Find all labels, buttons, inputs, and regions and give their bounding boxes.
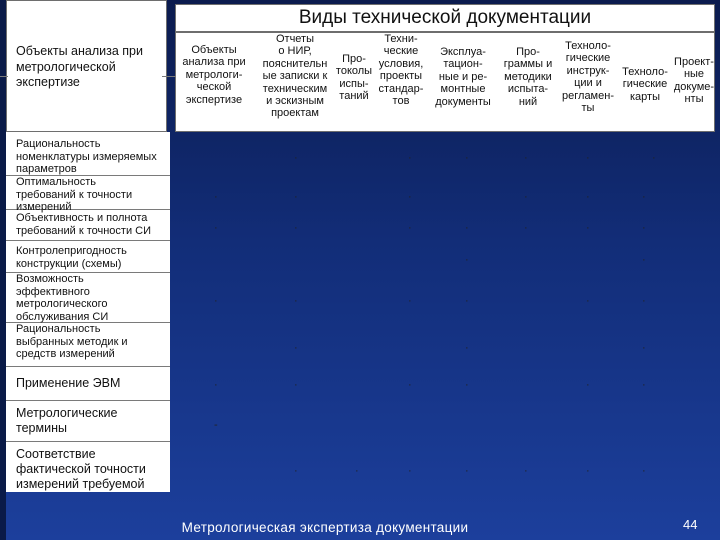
mark-r4-c4: · (465, 295, 469, 307)
mark-r7-c0: - (214, 419, 218, 431)
col-header-protocols: Про- токолы испы- таний (335, 53, 373, 103)
mark-r8-c8: · (642, 465, 646, 477)
footer-title: Метрологическая экспертиза документации (181, 520, 469, 535)
objects-label: Объекты анализа при метрологической экспертизе (16, 44, 143, 89)
mark-r1-c6: · (586, 191, 590, 203)
row-label-maintenance: Возможность эффективного метрологического обслуживания СИ (16, 273, 109, 323)
mark-r2-c6: · (586, 222, 590, 234)
mark-r0-c1: · (294, 152, 298, 164)
mark-r8-c3: · (408, 465, 412, 477)
mark-r0-c5: · (524, 152, 528, 164)
mark-r4-c0: · (214, 295, 218, 307)
mark-r4-c8: · (642, 295, 646, 307)
mark-r6-c6: · (586, 379, 590, 391)
mark-r6-c0: · (214, 379, 218, 391)
mark-r0-c8: · (652, 152, 656, 164)
row-divider (6, 441, 170, 442)
mark-r0-c6: · (586, 152, 590, 164)
col-header-reports: Отчеты о НИР, пояснительн ые записки к техническим и эскизным проектам (262, 33, 328, 120)
row-divider (6, 366, 170, 367)
mark-r0-c3: · (408, 152, 412, 164)
row-label-methods: Рациональность выбранных методик и средств измерений (16, 323, 128, 361)
col-header-tech-conditions: Техни- ческие условия, проекты стандар- тов (378, 33, 424, 108)
table-title: Виды технической документации (298, 7, 592, 28)
page-number: 44 (683, 517, 698, 532)
mark-r8-c6: · (586, 465, 590, 477)
row-label-computers: Применение ЭВМ (16, 376, 121, 390)
row-label-optimality: Оптимальность требований к точности измерений (16, 176, 133, 214)
mark-r1-c3: · (408, 191, 412, 203)
mark-r1-c8: · (642, 191, 646, 203)
row-divider (6, 400, 170, 401)
mark-r3-c8: · (642, 254, 646, 266)
col-header-project-docs: Проект- ные докуме- нты (673, 56, 715, 106)
col-header-tech-instructions: Техноло- гические инструк- ции и регламен- ты (562, 40, 614, 115)
mark-r5-c8: · (642, 342, 646, 354)
mark-r2-c0: · (214, 222, 218, 234)
mark-r6-c3: · (408, 379, 412, 391)
mark-r6-c1: · (294, 379, 298, 391)
mark-r4-c3: · (408, 295, 412, 307)
mark-r1-c5: · (524, 191, 528, 203)
left-tick (0, 76, 8, 77)
mark-r3-c4: · (465, 254, 469, 266)
mark-r2-c4: · (465, 222, 469, 234)
row-label-nomenclature: Рациональность номенклатуры измеряемых параметров (16, 138, 157, 176)
col-header-tech-cards: Техноло- гические карты (622, 66, 668, 103)
mark-r5-c4: · (465, 342, 469, 354)
mark-r2-c3: · (408, 222, 412, 234)
row-label-controllability: Контролепригодность конструкции (схемы) (16, 245, 127, 270)
col-header-operation-docs: Эксплуа- тацион- ные и ре- монтные документы (435, 46, 491, 108)
mark-r0-c4: · (465, 152, 469, 164)
mark-r8-c2: · (355, 465, 359, 477)
mark-r6-c8: · (642, 379, 646, 391)
row-label-terms: Метрологические термины (16, 406, 118, 435)
row-label-objectivity: Объективность и полнота требований к точности СИ (16, 212, 151, 237)
row-divider (6, 240, 170, 241)
mark-r2-c1: · (294, 222, 298, 234)
left-tick-right (162, 76, 176, 77)
mark-r5-c1: · (294, 342, 298, 354)
col-header-test-programs: Про- граммы и методики испыта- ний (503, 46, 553, 108)
mark-r1-c1: · (294, 191, 298, 203)
mark-r2-c5: · (524, 222, 528, 234)
mark-r8-c4: · (465, 465, 469, 477)
mark-r4-c1: · (294, 295, 298, 307)
mark-r4-c6: · (586, 295, 590, 307)
col-header-objects: Объекты анализа при метрологи- ческой экспертизе (182, 44, 246, 106)
mark-r1-c0: · (214, 191, 218, 203)
mark-r6-c4: · (465, 379, 469, 391)
mark-r8-c5: · (524, 465, 528, 477)
row-label-accuracy: Соответствие фактической точности измерений требуемой (16, 447, 146, 491)
mark-r8-c1: · (294, 465, 298, 477)
mark-r2-c8: · (642, 222, 646, 234)
